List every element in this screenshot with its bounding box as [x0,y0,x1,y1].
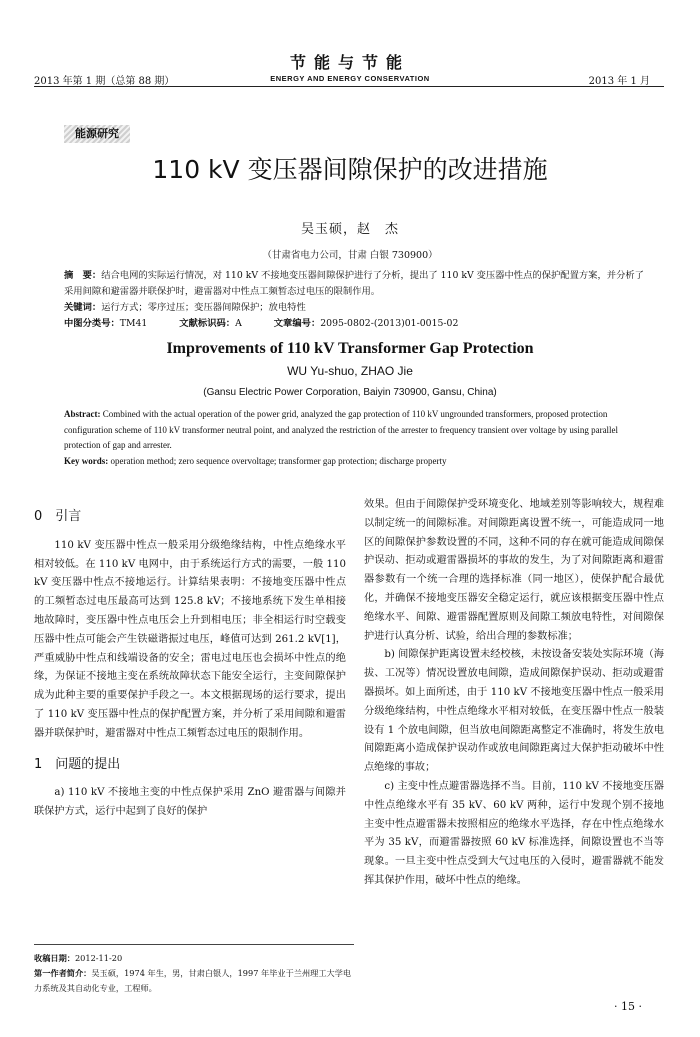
journal-title-cn: 节能与节能 [289,53,410,72]
doc-code-value: A [235,318,242,329]
keywords-cn-text: 运行方式；零序过压；变压器间隙保护；放电特性 [101,302,306,313]
authors-cn: 吴玉硕，赵 杰 [300,222,399,237]
clc-label: 中图分类号： [64,318,120,329]
title-en: Improvements of 110 kV Transformer Gap Protection [166,340,534,357]
footnote [34,944,354,996]
abstract-en-label: Abstract: [64,409,101,419]
keywords-en-label: Key words: [64,455,109,466]
received-label: 收稿日期： [34,953,75,963]
section-heading-problem: 1 问题的提出 [34,756,121,772]
authors-en: WU Yu-shuo, ZHAO Jie [287,364,413,378]
classification-line [64,316,644,332]
doc-code-label: 文献标识码： [179,318,236,329]
abstract-cn-block [64,268,644,332]
keywords-en-text: operation method; zero sequence overvoltage; transformer gap protection; discharge property [110,455,447,466]
received-date [34,951,354,966]
abstract-en [64,407,639,454]
keywords-cn-label: 关键词： [64,302,102,313]
abstract-en-text: Combined with the actual operation of the power grid, analyzed the gap protection of 110 kV ungrounded transformers, proposed protection configuration scheme of 110 kV transformer neutral point, and analyzed the restriction of the arrester to frequency transient over voltage by using parallel protection of gap and arrester. [64,409,619,450]
keywords-en [64,454,639,470]
page-number: · 15 · [614,1000,642,1013]
abstract-en-block [64,407,639,469]
abstract-cn [64,268,644,300]
title-cn: 110 kV 变压器间隙保护的改进措施 [152,155,548,184]
article-id-label: 文章编号： [273,318,321,329]
article-id-value: 2095-0802-(2013)01-0015-02 [320,318,459,329]
affiliation-cn: （甘肃省电力公司，甘肃 白银 730900） [262,250,438,261]
author-bio-text: 吴玉硕，1974 年生，男，甘肃白银人，1997 年毕业于兰州理工大学电力系统及其自动化专业，工程师。 [34,968,352,993]
abstract-cn-label: 摘 要： [64,270,102,281]
affiliation-en: (Gansu Electric Power Corporation, Baiyin 730900, Gansu, China) [203,387,497,398]
header-right: 2013 年 1 月 [588,76,650,87]
header-left: 2013 年第 1 期（总第 88 期） [34,76,175,87]
journal-title-en: ENERGY AND ENERGY CONSERVATION [270,74,430,83]
keywords-cn [64,300,644,316]
paragraph: c) 主变中性点避雷器选择不当。目前，110 kV 不接地变压器中性点绝缘水平有 35 kV、60 kV 两种，运行中发现个别不接地主变中性点避雷器未按照相应的绝缘水平选择，存在中性点绝缘水平为 35 kV，而避雷器按照 60 kV 标准选择，间隙设置也不当等现象。一旦主变中性点受到大气过电压的入侵时，避雷器就不能发挥其保护作用，破坏中性点的绝缘。 [364,780,664,886]
clc-value: TM41 [119,318,148,329]
paragraph: 效果。但由于间隙保护受环境变化、地域差别等影响较大，规程难以制定统一的间隙标准。对间隙距离设置不统一，可能造成同一地区的间隙保护参数设置的不同，这种不同的存在就可能造成间隙保护误动、拒动或避雷器损坏的事故的发生，为了对间隙距离和避雷器参数有一个统一合理的选择标准（同一地区），使保护配合最优化，并确保不接地变压器安全稳定运行，就应该根据变压器中性点绝缘水平、间隙、避雷器配置原则及间隙工频放电特性，对间隙保护进行认真分析、试验，给出合理的参数标准； [364,499,664,642]
paragraph: a) 110 kV 不接地主变的中性点保护采用 ZnO 避雷器与间隙并联保护方式，运行中起到了良好的保护 [34,787,346,818]
received-value: 2012-11-20 [74,953,123,963]
section-heading-intro: 0 引言 [34,509,82,524]
left-column [34,496,346,822]
column-tag: 能源研究 [64,125,130,143]
right-column [364,496,664,891]
paragraph: 110 kV 变压器中性点一般采用分级绝缘结构，中性点绝缘水平相对较低。在 110 kV 电网中，由于系统运行方式的需要，一般 110 kV 变压器中性点不接地运行。计算结果表明：不接地变压器中性点的工频暂态过电压最高可达到 125.8 kV；不接地系统下发生单相接地故障时，变压器中性点电压会上升到相电压；非全相运行时空载变压器中性点可能会产生铁磁谐振过电压，峰值可达到 261.2 kV[1]，严重威胁中性点和线端设备的安全；雷电过电压也会损坏中性点的绝缘，为保证不接地主变在系统故障状态下能安全运行，主变间隙保护成为此种主要的重要保护手段之一。本文根据现场的运行要求，提出了 110 kV 变压器中性点的保护配置方案，并分析了采用间隙和避雷器并联保护时，避雷器对中性点工频暂态过电压的限制作用。 [34,539,346,739]
abstract-cn-text: 结合电网的实际运行情况，对 110 kV 不接地变压器间隙保护进行了分析，提出了 110 kV 变压器中性点的保护配置方案，并分析了采用间隙和避雷器并联保护时，避雷器对中性点工频暂态过电压的限制作用。 [64,270,644,297]
paragraph: b) 间隙保护距离设置未经校核，未按设备安装处实际环境（海拔、工况等）情况设置放电间隙，造成间隙保护误动、拒动或避雷器损坏。如上面所述，由于 110 kV 不接地变压器中性点一般采用分级绝缘结构，中性点绝缘水平相对较低，在变压器中性点一般装设有 1 个放电间隙，但当放电间隙距离整定不准确时，将发生放电间隙距离小造成保护误动作或放电间隙距离过大保护拒动破坏中性点绝缘的事故； [364,649,664,774]
author-bio-label: 第一作者简介： [34,968,92,978]
author-bio [34,966,354,996]
header-rule [34,86,664,87]
